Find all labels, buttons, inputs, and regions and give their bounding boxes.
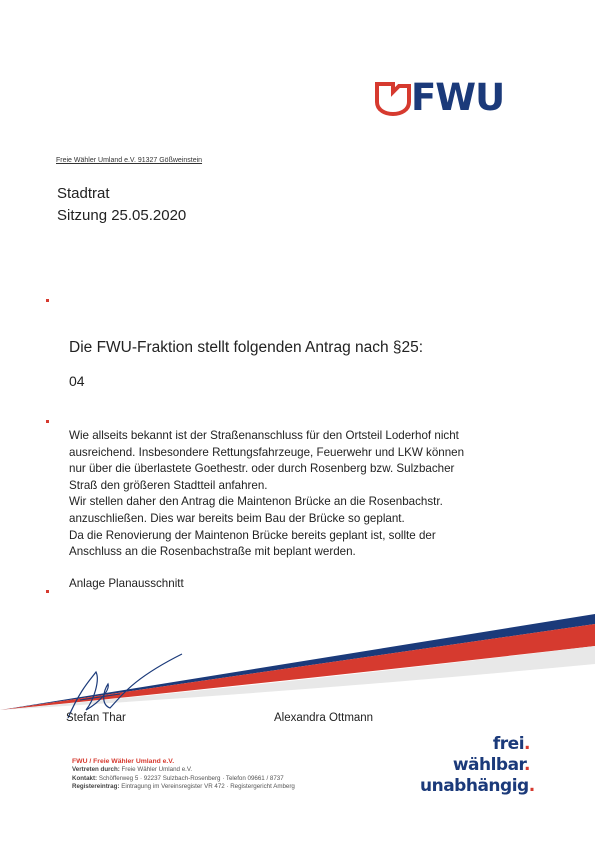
signature-stefan-thar [60, 650, 190, 720]
footer-line-1 [72, 766, 322, 774]
footer-value-2: Schöfferweg 5 · 92237 Sulzbach-Rosenberg · Telefon 09661 / 8737 [98, 774, 284, 782]
slogan-line-2: wählbar [452, 755, 525, 775]
footer-label-2: Kontakt: [72, 774, 98, 782]
fwu-logo [375, 76, 515, 119]
sender-line: Freie Wähler Umland e.V. 91327 Gößweinstein [56, 157, 203, 164]
footer-value-1: Freie Wähler Umland e.V. [121, 766, 193, 774]
footer-line-3 [72, 783, 322, 791]
attachment-note: Anlage Planausschnitt [69, 577, 184, 590]
slogan-line-1: frei [492, 734, 525, 754]
footer-org-name: FWU / Freie Wähler Umland e.V. [72, 758, 175, 765]
footer-value-3: Eintragung im Vereinsregister VR 472 · Registergericht Amberg [121, 783, 295, 791]
slogan-line-3: unabhängig [420, 776, 529, 796]
fold-mark [46, 299, 49, 302]
footer-imprint [72, 758, 322, 792]
signer-name-1: Stefan Thar [66, 712, 126, 724]
body-paragraph-3: Da die Renovierung der Maintenon Brücke bereits geplant ist, sollte der Anschluss an die Rosenbachstraße mit beplant werden. [69, 528, 436, 559]
logo-text: FWU [411, 76, 505, 119]
punch-mark [46, 420, 49, 423]
motion-body [69, 428, 469, 561]
signer-name-2: Alexandra Ottmann [274, 712, 374, 724]
motion-heading: Die FWU-Fraktion stellt folgenden Antrag nach §25: [69, 339, 424, 356]
body-paragraph-1: Wie allseits bekannt ist der Straßenanschluss für den Ortsteil Loderhof nicht ausreichend. Insbesondere Rettungsfahrzeuge, Feuerwehr und LKW können nur über die überlastete Goethestr. oder durch Rosenberg bzw. Sulzbacher Straß den größeren Stadtteil anfahren. [69, 429, 465, 492]
slogan: frei. wählbar. unabhängig. [420, 734, 535, 796]
footer-line-2 [72, 775, 322, 783]
fold-mark-lower [46, 590, 49, 593]
body-paragraph-2: Wir stellen daher den Antrag die Maintenon Brücke an die Rosenbachstr. anzuschließen. Dies war bereits beim Bau der Brücke so geplant. [69, 495, 443, 525]
recipient-line-2: Sitzung 25.05.2020 [57, 207, 187, 224]
footer-label-1: Vertreten durch: [72, 766, 120, 774]
fwu-logo-mark-icon [375, 80, 415, 116]
motion-number: 04 [69, 373, 85, 389]
recipient-line-1: Stadtrat [57, 185, 110, 202]
recipient-block [57, 183, 186, 227]
footer-label-3: Registereintrag: [72, 783, 120, 791]
